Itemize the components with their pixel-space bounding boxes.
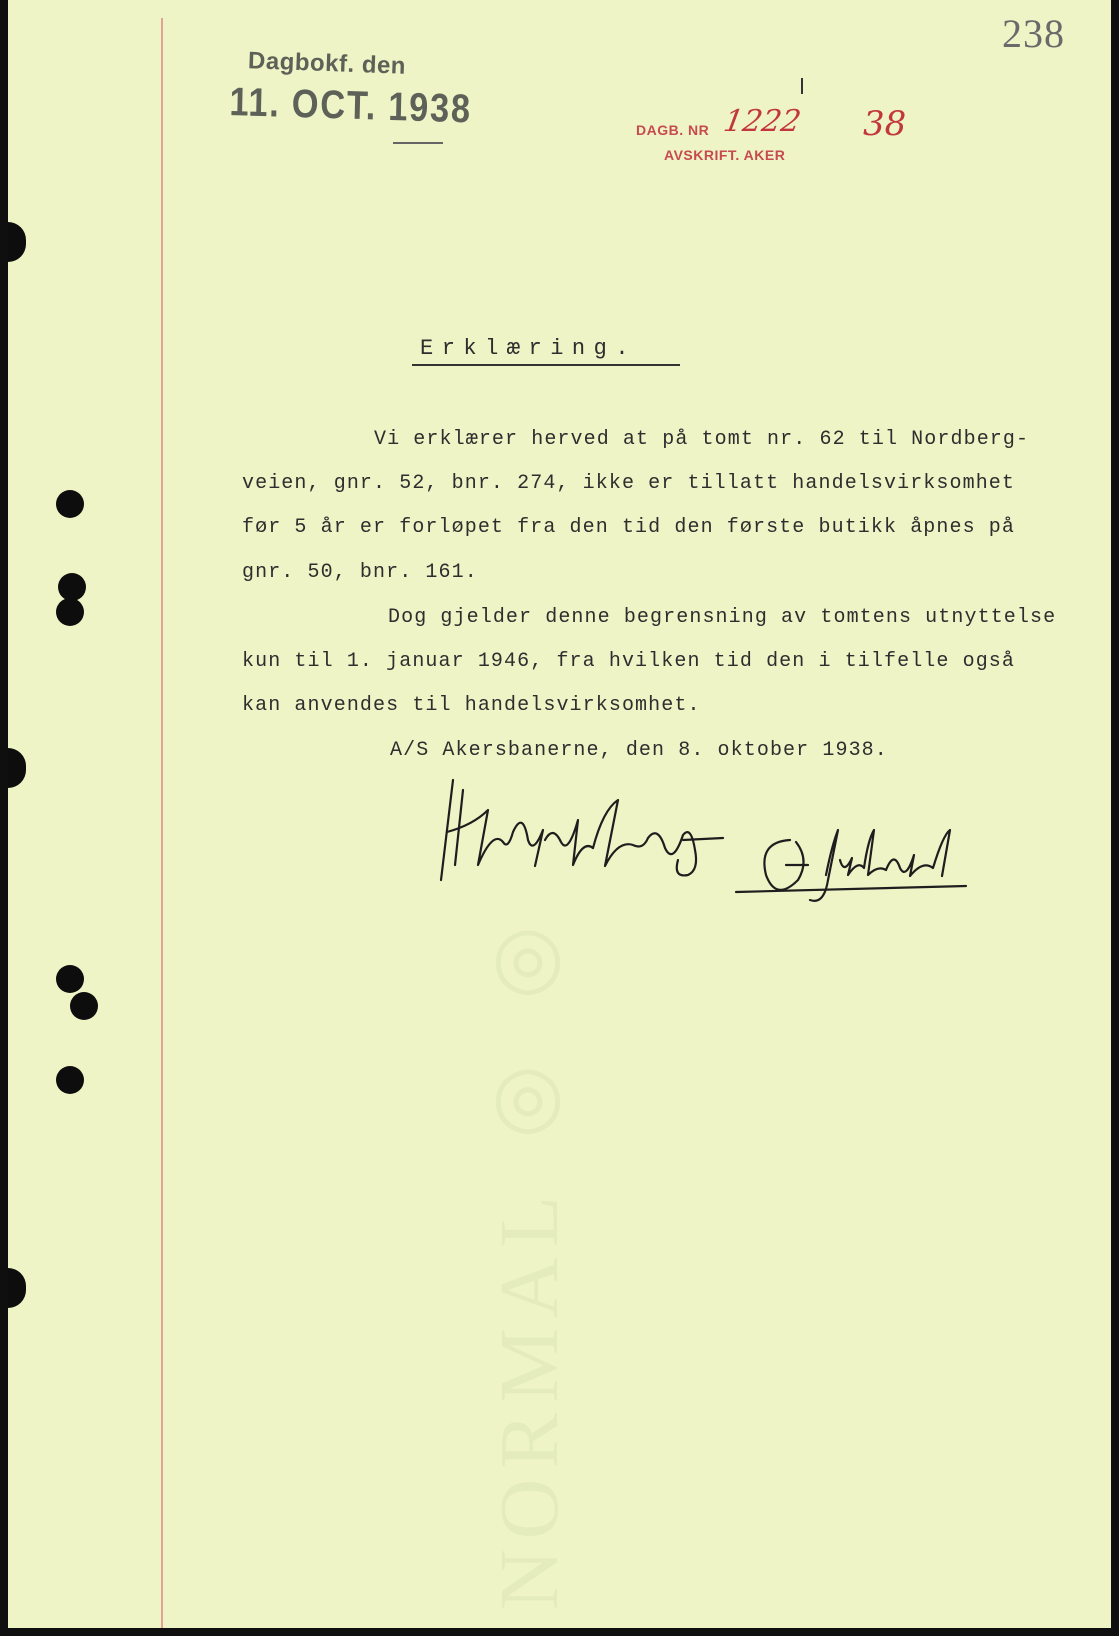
body-line: gnr. 50, bnr. 161. [242,561,478,584]
paper-watermark: NORMAL ◎ ◎ [483,911,576,1610]
punch-hole [70,992,98,1020]
tick-mark [801,78,803,94]
diary-stamp-label: Dagbokf. den [247,47,407,80]
registration-year: 38 [863,104,907,144]
closing-line: A/S Akersbanerne, den 8. oktober 1938. [390,739,888,762]
body-line: Dog gjelder denne begrensning av tomtens utnyttelse [388,606,1057,629]
heading-underline [412,364,680,366]
edge-notch [8,222,26,262]
body-line: før 5 år er forløpet fra den tid den første butikk åpnes på [242,516,1016,539]
diary-stamp-date: 11. OCT. 1938 [229,80,473,132]
body-line: kun til 1. januar 1946, fra hvilken tid den i tilfelle også [242,650,1016,673]
punch-hole [56,490,84,518]
body-line: kan anvendes til handelsvirksomhet. [242,694,701,717]
punch-hole [56,1066,84,1094]
punch-hole [56,598,84,626]
registration-number: 1222 [720,104,804,139]
signature-left [433,770,733,890]
punch-hole [56,965,84,993]
document-sheet [8,0,1111,1628]
stamp-underline [393,142,443,144]
edge-notch [8,1268,26,1308]
document-heading: Erklæring. [420,336,638,361]
registration-stamp-label: DAGB. NR [636,122,710,138]
margin-line [161,18,163,1628]
punch-hole [58,573,86,601]
edge-notch [8,748,26,788]
body-line: veien, gnr. 52, bnr. 274, ikke er tillatt handelsvirksomhet [242,472,1016,495]
signature-right [728,820,978,910]
registration-stamp-office: AVSKRIFT. AKER [664,147,786,163]
page-number: 238 [1002,11,1065,56]
body-line: Vi erklærer herved at på tomt nr. 62 til Nordberg- [374,428,1030,451]
